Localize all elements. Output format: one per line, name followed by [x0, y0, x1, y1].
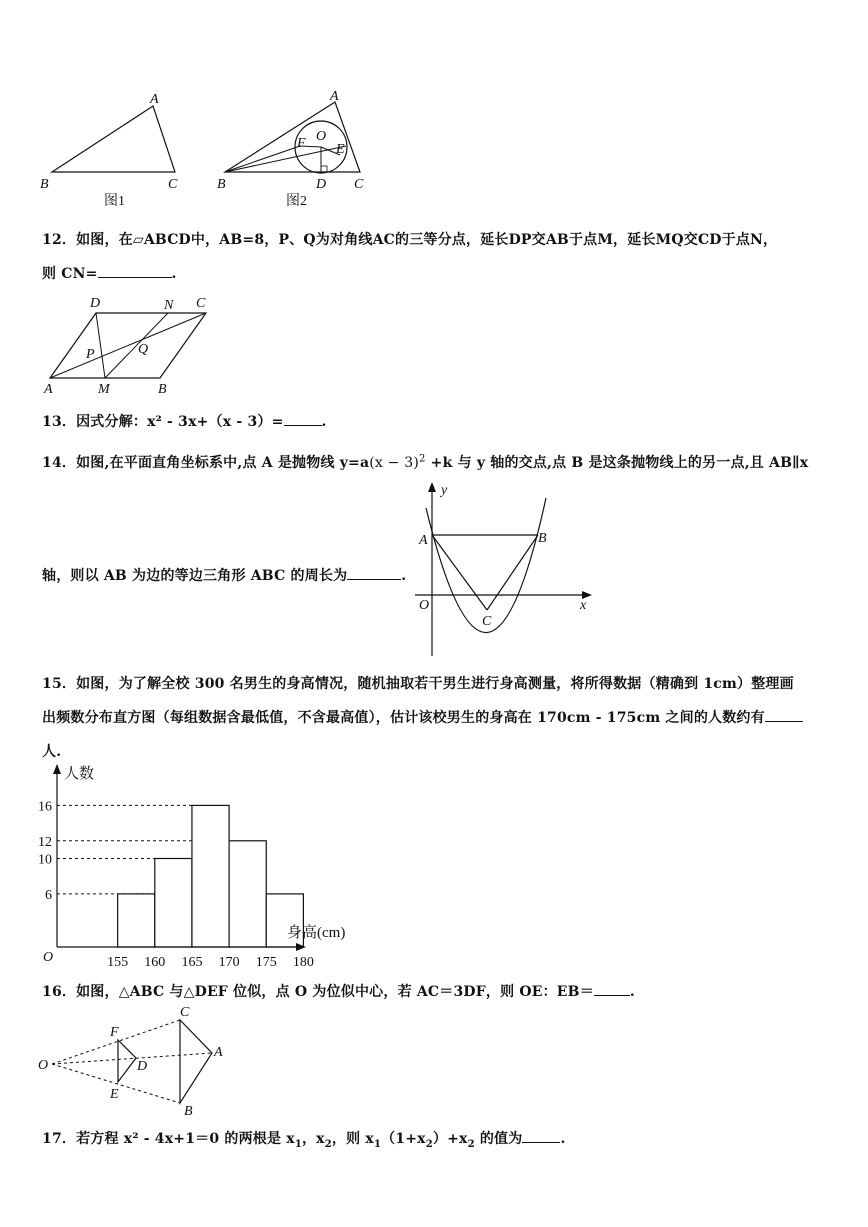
- histogram-y-tick-label: 12: [38, 834, 52, 850]
- q14-label-b: B: [538, 531, 547, 546]
- q14-text-a: 如图,在平面直角坐标系中,点 A 是抛物线 y=a: [76, 455, 370, 471]
- q15-number: 15．: [42, 676, 77, 692]
- q16-label-c: C: [180, 1005, 190, 1020]
- q16-label-f: F: [110, 1025, 119, 1040]
- q17-number: 17．: [42, 1131, 77, 1147]
- hist-origin-label: O: [43, 950, 54, 965]
- q14-period: .: [401, 568, 407, 584]
- q16-text: 如图，△ABC 与△DEF 位似，点 O 为位似中心，若 AC＝3DF，则 OE：EB＝: [76, 984, 594, 1000]
- q16-label-d: D: [137, 1059, 148, 1074]
- q17-answer-blank[interactable]: [522, 1142, 560, 1143]
- q17-text-e: ）+x: [432, 1131, 468, 1147]
- q14-number: 14．: [42, 455, 77, 471]
- fig2-label-a: A: [330, 89, 339, 104]
- q12-label-c: C: [196, 296, 206, 311]
- q17-text-d: （1+x: [381, 1131, 426, 1147]
- fig2-label-f: F: [297, 136, 306, 151]
- q17-text-b: ，x: [301, 1131, 325, 1147]
- q13-text: 因式分解：x² - 3x+（x - 3）=: [76, 414, 284, 430]
- hist-ylabel: 人数: [64, 766, 95, 782]
- q15-text-1: 如图，为了解全校 300 名男生的身高情况，随机抽取若干男生进行身高测量，将所得数据（精确到 1cm）整理画: [76, 676, 794, 692]
- q16-label-b: B: [184, 1104, 193, 1119]
- histogram-x-tick-label: 155: [107, 955, 129, 970]
- fig2-label-c: C: [354, 177, 364, 192]
- histogram-x-tick-label: 180: [292, 955, 314, 970]
- q15-text-2: 出频数分布直方图（每组数据含最低值，不含最高值），估计该校男生的身高在 170cm - 175cm 之间的人数约有: [42, 710, 765, 726]
- q12-number: 12．: [42, 232, 77, 248]
- fig2-label-e: E: [336, 142, 345, 157]
- q14-label-a: A: [419, 533, 428, 548]
- fig1-caption: 图1: [104, 194, 125, 209]
- histogram-x-tick-label: 175: [255, 955, 277, 970]
- q12-label-a: A: [44, 382, 53, 397]
- q14-label-o: O: [419, 598, 430, 613]
- q16-period: .: [629, 984, 635, 1000]
- q15-text-3: 人.: [42, 744, 62, 760]
- q14-label-y: y: [441, 483, 448, 498]
- histogram-x-tick-label: 160: [144, 955, 166, 970]
- q12-label-b: B: [158, 382, 167, 397]
- q17-sub-4: 2: [425, 1138, 433, 1150]
- histogram-y-tick-label: 6: [45, 887, 52, 903]
- q12-answer-prefix: 则 CN=: [42, 266, 98, 282]
- histogram-y-tick-label: 10: [38, 852, 52, 868]
- q17-sub-3: 1: [373, 1138, 382, 1150]
- q16-label-a: A: [214, 1045, 223, 1060]
- q12-label-d: D: [90, 296, 101, 311]
- histogram-y-tick-label: 16: [38, 799, 52, 815]
- q17-period: .: [560, 1131, 566, 1147]
- fig1-label-b: B: [40, 177, 49, 192]
- q17-text-c: ，则 x: [331, 1131, 374, 1147]
- fig2-caption: 图2: [286, 194, 307, 209]
- q14-label-c: C: [482, 614, 492, 629]
- q12-period: .: [171, 266, 177, 282]
- q17-sub-2: 2: [324, 1138, 332, 1150]
- histogram-x-tick-label: 165: [181, 955, 203, 970]
- q14-text-2: 轴，则以 AB 为边的等边三角形 ABC 的周长为: [42, 568, 348, 584]
- q16-label-e: E: [110, 1087, 119, 1102]
- q17-line: [42, 1128, 566, 1150]
- q17-sub-5: 2: [467, 1138, 475, 1150]
- histogram-x-tick-label: 170: [218, 955, 240, 970]
- fig2-label-b: B: [217, 177, 226, 192]
- hist-xlabel: 身高(cm): [287, 925, 346, 941]
- fig2-label-d: D: [316, 177, 327, 192]
- fig1-label-a: A: [150, 92, 159, 107]
- q13-number: 13．: [42, 414, 77, 430]
- q13-period: .: [321, 414, 327, 430]
- q12-label-p: P: [86, 347, 95, 362]
- fig2-label-o: O: [316, 129, 327, 144]
- q14-text-c: +k 与 y 轴的交点,点 B 是这条抛物线上的另一点,且 AB∥x: [425, 455, 809, 471]
- fig1-label-c: C: [168, 177, 178, 192]
- q16-label-o: O: [38, 1058, 49, 1073]
- q12-label-m: M: [98, 382, 110, 397]
- q17-text-a: 若方程 x² - 4x+1＝0 的两根是 x: [76, 1131, 295, 1147]
- q17-sub-1: 1: [294, 1138, 302, 1150]
- q14-exponent: 2: [419, 453, 426, 465]
- q16-number: 16．: [42, 984, 77, 1000]
- q12-text: 如图，在▱ABCD中，AB=8，P、Q为对角线AC的三等分点，延长DP交AB于点M，延长MQ交CD于点N，: [76, 232, 778, 248]
- q14-label-x: x: [580, 598, 587, 613]
- q12-label-q: Q: [138, 342, 149, 357]
- q14-paren: (x − 3): [369, 455, 420, 471]
- q12-label-n: N: [164, 298, 174, 313]
- q17-text-f: 的值为: [474, 1131, 523, 1147]
